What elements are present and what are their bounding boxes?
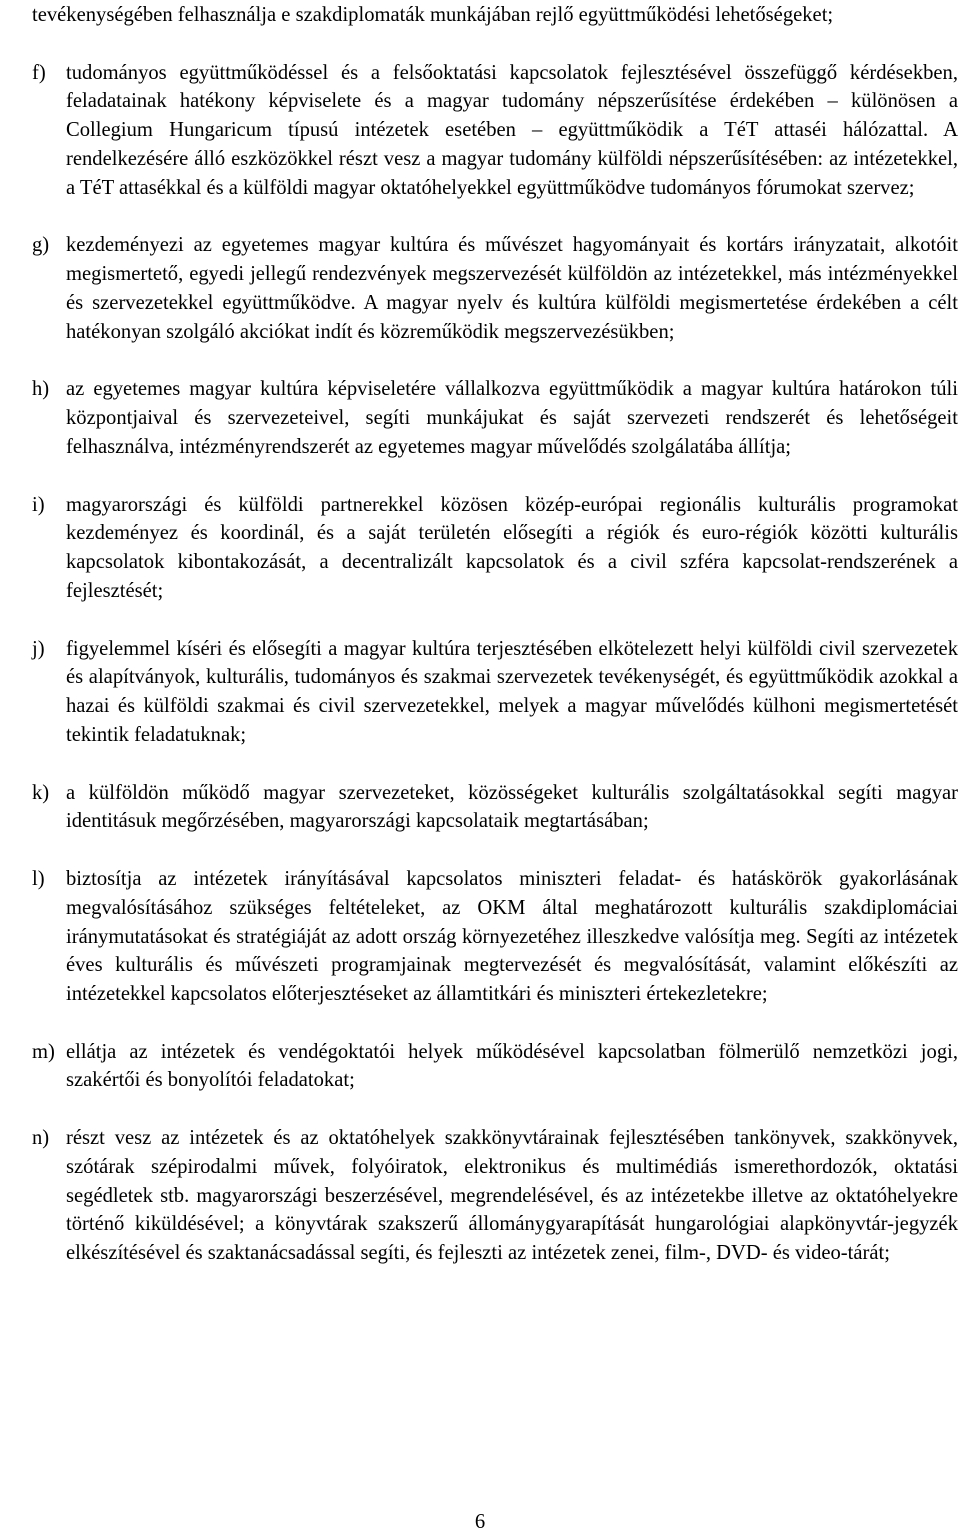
list-item-g [32, 231, 958, 346]
list-item-m [32, 1038, 958, 1096]
list-item-l [32, 865, 958, 1009]
list-item-text: részt vesz az intézetek és az oktatóhelyek szakkönyvtárainak fejlesztésében tankönyvek, szakkönyvek, szótárak szépirodalmi művek, folyóiratok, elektronikus és multimédiás ismerethordozók, oktatási segédletek stb. magyarországi beszerzésével, megrendelésével, és az intézetekbe illetve az oktatóhelyekre történő kiküldésével; a könyvtárak szakszerű állománygyarapítását hungarológiai alapkönyvtár-jegyzék elkészítésével és szaktanácsadással segíti, és fejleszti az intézetek zenei, film-, DVD- és video-tárát; [66, 1127, 958, 1265]
list-item-text: biztosítja az intézetek irányításával kapcsolatos miniszteri feladat- és hatáskörök gyakorlásának megvalósításához szükséges feltételeket, az OKM által meghatározott kulturális szakdiplomáciai iránymutatásokat és stratégiáját az adott ország környezetéhez illeszkedve valósítja meg. Segíti az intézetek éves kulturális és művészeti programjainak megtervezését és megvalósítását, valamint előkészíti az intézetekkel kapcsolatos előterjesztéseket az államtitkári és miniszteri értekezletekre; [66, 867, 958, 1006]
page-number: 6 [474, 1511, 486, 1533]
list-item-label: g) [32, 234, 50, 257]
list-item-text: figyelemmel kíséri és elősegíti a magyar kultúra terjesztésében elkötelezett helyi külföldi civil szervezetek és alapítványok, kulturális, tudományos és szakmai szervezetek tevékenységét, és együttműködik azokkal a hazai és külföldi szakmai és civil szervezetekkel, melyek a magyar művelődés külhoni megismertetését tekintik feladatuknak; [66, 637, 958, 746]
list-item-text: a külföldön működő magyar szervezeteket, közösségeket kulturális szolgáltatásokkal segíti magyar identitásuk megőrzésében, magyarországi kapcsolataik megtartásában; [66, 781, 958, 833]
list-item-k [32, 779, 958, 837]
list-item-i [32, 491, 958, 606]
list-item-label: k) [32, 781, 50, 804]
intro-paragraph: tevékenységében felhasználja e szakdiplomaták munkájában rejlő együttműködési lehetőségeket; [32, 4, 834, 26]
list-item-label: f) [32, 61, 46, 84]
list-item-f [32, 59, 958, 203]
list-item-h [32, 375, 958, 461]
list-item-j [32, 635, 958, 750]
list-item-label: l) [32, 867, 45, 890]
list-item-text: magyarországi és külföldi partnerekkel közösen közép-európai regionális kulturális programokat kezdeményez és koordinál, és a saját területén elősegíti a régiók és euro-régiók közötti kulturális kapcsolatok kibontakozását, a decentralizált kapcsolatok és a civil szféra kapcsolat-rendszerének a fejlesztését; [66, 493, 958, 602]
list-item-label: m) [32, 1040, 55, 1063]
list-item-label: h) [32, 378, 50, 401]
list-item-label: j) [32, 637, 45, 660]
list-item-text: kezdeményezi az egyetemes magyar kultúra és művészet hagyományait és kortárs irányzatait, alkotóit megismertető, egyedi jellegű rendezvények megszervezését külföldön az intézetekkel, más intézményekkel és szervezetekkel együttműködve. A magyar nyelv és kultúra külföldi megismertetése érdekében a célt hatékonyan szolgáló akciókat indít és közreműködik megszervezésükben; [66, 234, 958, 343]
list-item-label: n) [32, 1127, 50, 1150]
list-item-n [32, 1124, 958, 1268]
list-item-label: i) [32, 493, 45, 516]
list-item-text: az egyetemes magyar kultúra képviseletére vállalkozva együttműködik a magyar kultúra határokon túli központjaival és szervezeteivel, segíti munkájukat és saját szervezeti rendszerét és lehetőségeit felhasználva, intézményrendszerét az egyetemes magyar művelődés szolgálatába állítja; [66, 378, 958, 458]
list-item-text: ellátja az intézetek és vendégoktatói helyek működésével kapcsolatban fölmerülő nemzetközi jogi, szakértői és bonyolítói feladatokat; [66, 1040, 958, 1092]
list-item-text: tudományos együttműködéssel és a felsőoktatási kapcsolatok fejlesztésével összefüggő kérdésekben, feladatainak hatékony képviselete és a magyar tudomány népszerűsítése érdekében – különösen a Collegium Hungaricum típusú intézetek esetében – együttműködik a TéT attaséi hálózattal. A rendelkezésére álló eszközökkel részt vesz a magyar tudomány külföldi népszerűsítésében: az intézetekkel, a TéT attasékkal és a külföldi magyar oktatóhelyekkel együttműködve tudományos fórumokat szervez; [66, 61, 958, 199]
document-body [32, 1, 958, 1297]
